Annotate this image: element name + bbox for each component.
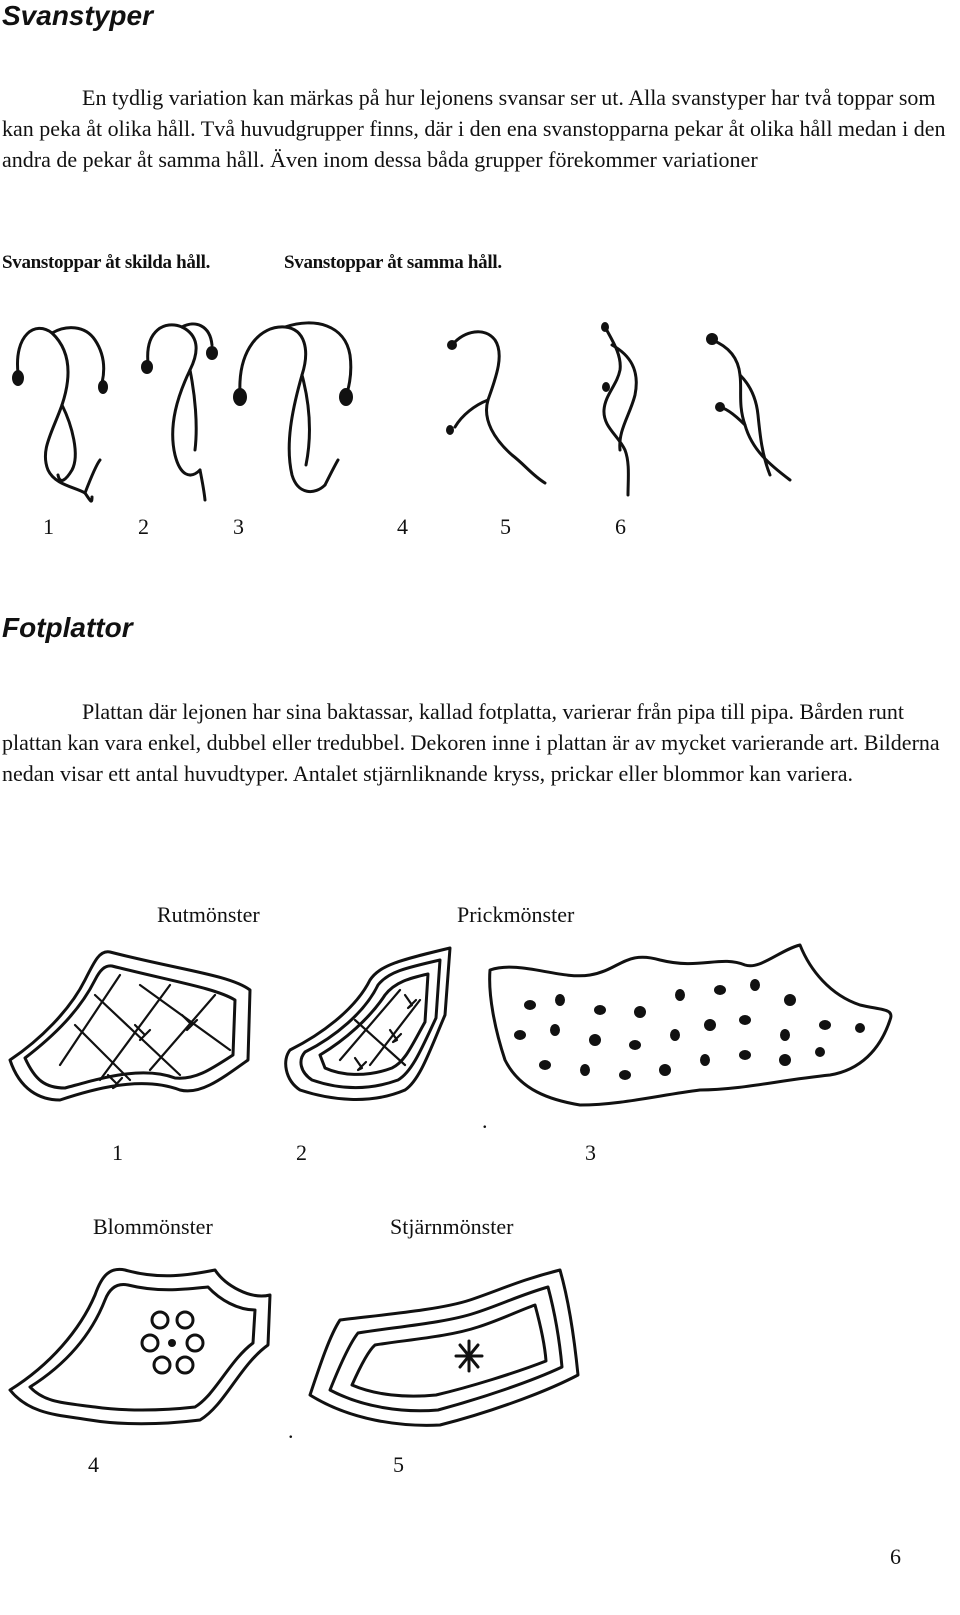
tail-number: 1 (43, 514, 54, 539)
stray-mark: . (288, 1418, 294, 1443)
footplate-number: 2 (296, 1140, 307, 1165)
tail-number: 3 (233, 514, 244, 539)
footplate-4-icon (10, 1269, 270, 1423)
fotplattor-paragraph: Plattan där lejonen har sina baktassar, kallad fotplatta, varierar från pipa till pipa. Bården runt plattan kan vara enkel, dubbel eller tredubbel. Dekoren inne i plattan är av mycket varierande art. Bilderna nedan visar ett antal huvudtyper. Antalet stjärnliknande kryss, prickar eller blommor kan variera. (2, 699, 940, 786)
tail-6-icon (706, 333, 790, 480)
footplate-number: 5 (393, 1452, 404, 1477)
tail-4-icon (446, 332, 545, 483)
pattern-label-blommonster: Blommönster (93, 1214, 213, 1239)
tail-number: 2 (138, 514, 149, 539)
footplate-5-icon (310, 1270, 578, 1425)
group-label-different-directions: Svanstoppar åt skilda håll. (2, 252, 211, 273)
section-heading-fotplattor: Fotplattor (2, 612, 133, 643)
tail-1-icon (12, 328, 108, 501)
tail-illustrations (0, 315, 820, 515)
tail-number: 4 (397, 514, 408, 539)
tail-2-icon (141, 324, 218, 500)
pattern-label-stjarnmonster: Stjärnmönster (390, 1214, 514, 1239)
tail-number: 5 (500, 514, 511, 539)
tail-number: 6 (615, 514, 626, 539)
footplate-1-icon (10, 952, 250, 1100)
pattern-label-prickmonster: Prickmönster (457, 902, 575, 927)
page-number: 6 (890, 1544, 901, 1569)
svanstyper-paragraph: En tydlig variation kan märkas på hur lejonens svansar ser ut. Alla svanstyper har två toppar som kan peka åt olika håll. Två huvudgrupper finns, där i den ena svanstopparna pekar åt olika håll medan i den andra de pekar åt samma håll. Även inom dessa båda grupper förekommer variationer (2, 85, 946, 172)
footplate-2-icon (286, 948, 450, 1099)
pattern-label-rutmonster: Rutmönster (157, 902, 260, 927)
footplate-illustrations-row2 (0, 1255, 600, 1435)
tail-5-icon (601, 322, 636, 495)
group-label-same-direction: Svanstoppar åt samma håll. (284, 252, 502, 273)
footplate-number: 4 (88, 1452, 99, 1477)
footplate-number: 3 (585, 1140, 596, 1165)
section-heading-svanstyper: Svanstyper (2, 0, 153, 31)
footplate-number: 1 (112, 1140, 123, 1165)
footplate-illustrations-row1 (0, 940, 900, 1120)
tail-3-icon (233, 323, 353, 492)
stray-mark: . (482, 1108, 488, 1133)
footplate-3-icon (490, 945, 891, 1105)
